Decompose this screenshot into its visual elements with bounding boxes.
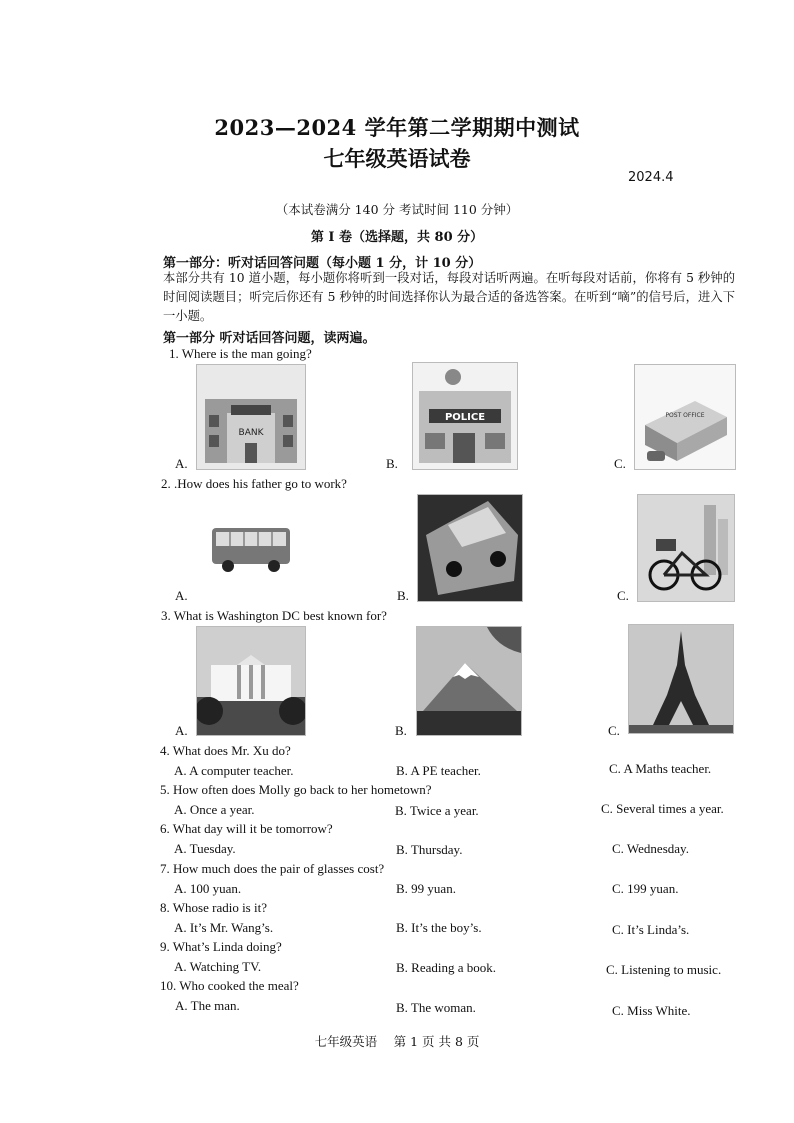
option-b: B. 99 yuan.	[396, 881, 456, 896]
exam-date: 2024.4	[628, 170, 674, 185]
section-subheading: 第一部分 听对话回答问题，读两遍。	[163, 331, 376, 346]
option-label: A.	[175, 588, 188, 603]
question-9: 9. What’s Linda doing?	[160, 939, 282, 954]
option-label: B.	[397, 588, 409, 603]
option-b: B. A PE teacher.	[396, 763, 481, 778]
option-a: A. It’s Mr. Wang’s.	[174, 920, 274, 935]
option-a: A. A computer teacher.	[174, 763, 294, 778]
option-a: A. Tuesday.	[174, 841, 236, 856]
question-8: 8. Whose radio is it?	[160, 900, 267, 915]
option-label: B.	[395, 723, 407, 738]
post-office-sign-text: POST OFFICE	[665, 412, 705, 419]
exam-note: （本试卷满分 140 分 考试时间 110 分钟）	[275, 202, 519, 217]
post-office-image	[634, 364, 736, 470]
exam-title: 2023—2024 学年第二学期期中测试	[214, 115, 580, 140]
car-image	[417, 494, 523, 602]
question-1: 1. Where is the man going?	[169, 346, 312, 361]
option-c: C. Miss White.	[612, 1003, 691, 1018]
option-label: C.	[614, 456, 626, 471]
bank-image	[196, 364, 306, 470]
white-house-image	[196, 626, 306, 736]
option-label: C.	[608, 723, 620, 738]
option-c: C. Several times a year.	[601, 801, 724, 816]
option-a: A. 100 yuan.	[174, 881, 242, 896]
bicycle-image	[637, 494, 735, 602]
option-label: B.	[386, 456, 398, 471]
question-2: 2. .How does his father go to work?	[161, 476, 347, 491]
question-6: 6. What day will it be tomorrow?	[160, 821, 333, 836]
section-instructions: 本部分共有 10 道小题，每小题你将听到一段对话，每段对话听两遍。在听每段对话前，你将有 5 秒钟的时间阅读题目；听完后你还有 5 秒钟的时间选择你认为最合适的备选答案。在听到“嘀”的信号后，进入下一小题。	[163, 271, 735, 323]
option-label: A.	[175, 723, 188, 738]
volume-heading: 第 I 卷（选择题，共 80 分）	[310, 230, 484, 245]
page-footer: 七年级英语 第 1 页 共 8 页	[314, 1034, 480, 1049]
mount-fuji-image	[416, 626, 522, 736]
option-a: A. Once a year.	[174, 802, 255, 817]
option-label: C.	[617, 588, 629, 603]
police-station-image	[412, 362, 518, 470]
option-b: B. Twice a year.	[395, 803, 479, 818]
police-sign-text: POLICE	[444, 412, 486, 423]
option-b: B. Reading a book.	[396, 960, 497, 975]
option-a: A. Watching TV.	[174, 959, 262, 974]
section-heading: 第一部分：听对话回答问题（每小题 1 分，计 10 分）	[163, 256, 482, 271]
option-a: A. The man.	[175, 998, 240, 1013]
option-c: C. 199 yuan.	[612, 881, 679, 896]
option-c: C. Listening to music.	[606, 962, 722, 977]
bank-sign-text: BANK	[238, 428, 264, 438]
option-c: C. It’s Linda’s.	[612, 922, 690, 937]
question-3: 3. What is Washington DC best known for?	[161, 608, 387, 623]
question-5: 5. How often does Molly go back to her hometown?	[160, 782, 432, 797]
question-7: 7. How much does the pair of glasses cost?	[160, 861, 385, 876]
option-b: B. It’s the boy’s.	[396, 920, 482, 935]
option-c: C. A Maths teacher.	[609, 761, 712, 776]
bus-image	[210, 520, 292, 576]
option-b: B. Thursday.	[396, 842, 463, 857]
eiffel-tower-image	[628, 624, 734, 734]
question-4: 4. What does Mr. Xu do?	[160, 743, 291, 758]
question-10: 10. Who cooked the meal?	[160, 978, 299, 993]
option-label: A.	[175, 456, 188, 471]
option-b: B. The woman.	[396, 1000, 476, 1015]
option-c: C. Wednesday.	[612, 841, 689, 856]
exam-subtitle: 七年级英语试卷	[323, 146, 471, 171]
